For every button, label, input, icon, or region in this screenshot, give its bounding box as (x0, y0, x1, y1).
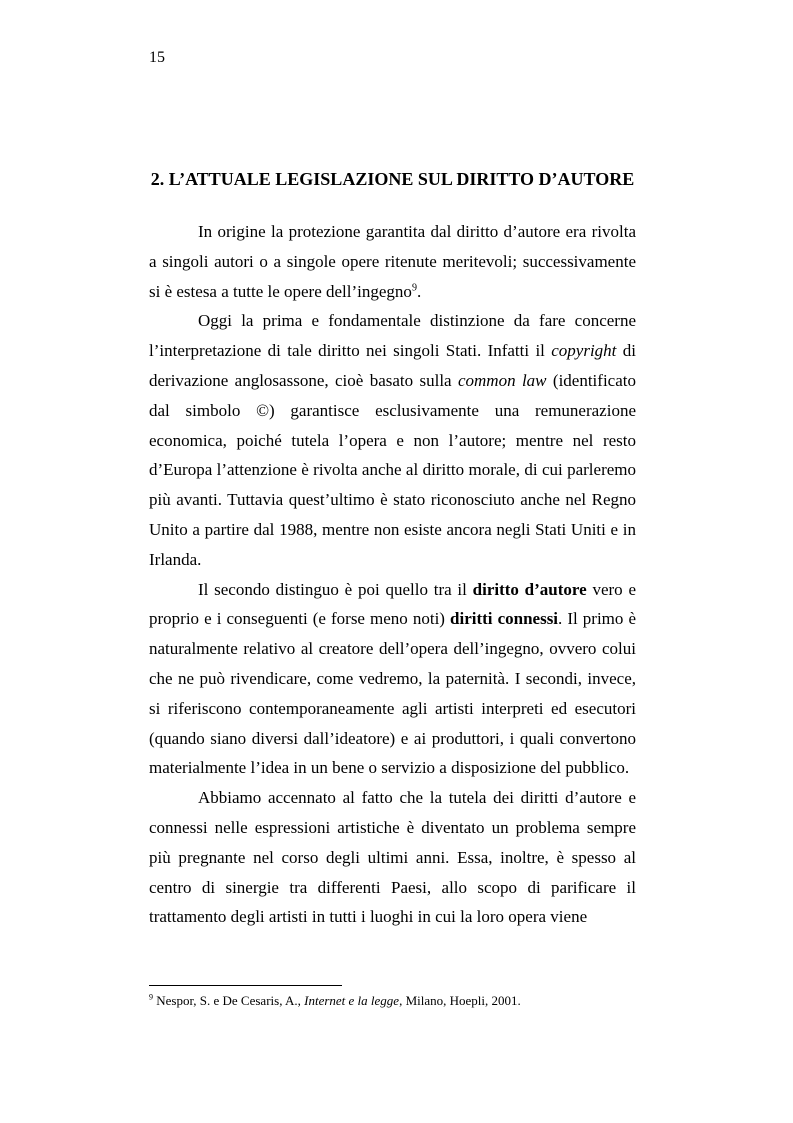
paragraph-2-text-e: (identificato dal simbolo ©) garantisce esclusivamente una remunerazione economica, poiché tutela l’opera e non l’autore; mentre nel resto d’Europa l’attenzione è rivolta anche al diritto morale, di cui parleremo più avanti. Tuttavia quest’ultimo è stato riconosciuto anche nel Regno Unito a partire dal 1988, mentre non esiste ancora negli Stati Uniti e in Irlanda. (149, 370, 636, 569)
footnote-title: Internet e la legge (304, 993, 400, 1008)
body-text (149, 217, 636, 932)
page-number: 15 (149, 49, 165, 66)
paragraph-4 (149, 783, 636, 932)
diritto-autore-term: diritto d’autore (472, 579, 587, 599)
diritti-connessi-term: diritti connessi (450, 609, 559, 629)
footnote-authors: Nespor, S. e De Cesaris, A., (153, 993, 305, 1008)
footnote-publisher: , Milano, Hoepli, 2001. (399, 993, 521, 1008)
section-title: 2. L’ATTUALE LEGISLAZIONE SUL DIRITTO D’AUTORE (150, 169, 635, 189)
paragraph-2-text-a: Oggi la prima e fondamentale distinzione da fare concerne l’interpretazione di tale diritto nei singoli Stati. Infatti il (149, 311, 636, 361)
paragraph-1 (149, 217, 636, 306)
footnote-reference: 9 (411, 281, 417, 293)
paragraph-1-end: . (416, 281, 422, 301)
paragraph-1-text: In origine la protezione garantita dal diritto d’autore era rivolta a singoli autori o a singole opere ritenute meritevoli; successivamente si è estesa a tutte le opere dell’ingegno (149, 222, 636, 301)
common-law-term: common law (457, 370, 547, 390)
copyright-term: copyright (551, 341, 617, 361)
footnote-number: 9 (149, 992, 153, 1002)
footnote-separator (149, 985, 342, 986)
paragraph-3 (149, 575, 636, 784)
paragraph-3-text-c: vero e proprio e i conseguenti (e forse meno noti) (149, 579, 636, 629)
paragraph-2 (149, 306, 636, 574)
paragraph-2-text-c: di derivazione anglosassone, cioè basato sulla (149, 341, 636, 390)
paragraph-3-text-a: Il secondo distinguo è poi quello tra il (198, 579, 473, 599)
paragraph-4-text: Abbiamo accennato al fatto che la tutela dei diritti d’autore e connessi nelle espressioni artistiche è diventato un problema sempre più pregnante nel corso degli ultimi anni. Essa, inoltre, è spesso al centro di sinergie tra differenti Paesi, allo scopo di parificare il trattamento degli artisti in tutti i luoghi in cui la loro opera viene (149, 788, 636, 927)
paragraph-3-text-e: . Il primo è naturalmente relativo al creatore dell’opera dell’ingegno, ovvero colui che ne può rivendicare, come vedremo, la paternità. I secondi, invece, si riferiscono contemporaneamente agli artisti interpreti ed esecutori (quando siano diversi dall’ideatore) e ai produttori, i quali convertono materialmente l’idea in un bene o servizio a disposizione del pubblico. (149, 609, 637, 778)
footnote (149, 992, 636, 1009)
